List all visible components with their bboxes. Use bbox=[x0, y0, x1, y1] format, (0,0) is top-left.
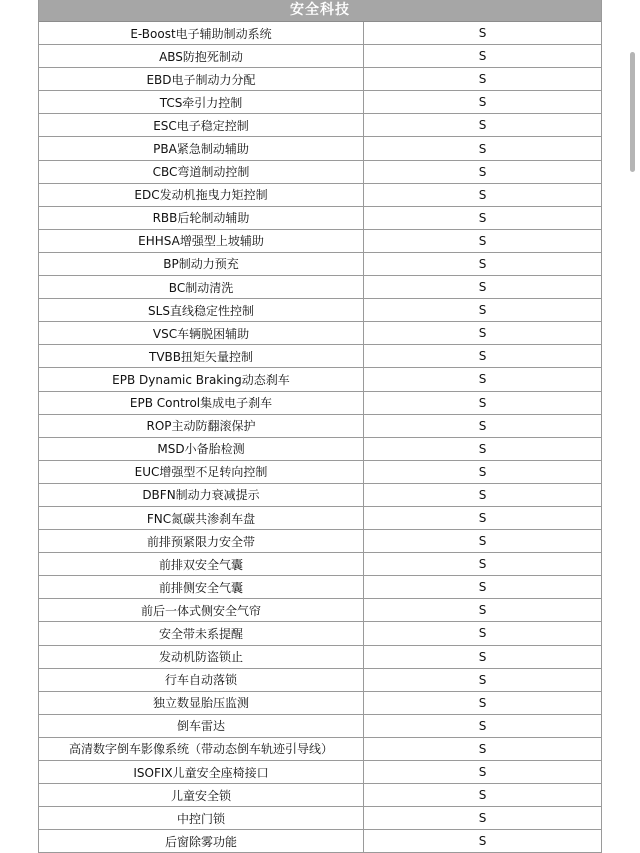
feature-value-cell: S bbox=[364, 691, 602, 714]
section-header: 安全科技 bbox=[39, 0, 601, 22]
feature-name-cell: EPB Dynamic Braking动态刹车 bbox=[39, 368, 364, 391]
feature-value-cell: S bbox=[364, 299, 602, 322]
feature-value-cell: S bbox=[364, 714, 602, 737]
table-row bbox=[39, 299, 601, 322]
table-row bbox=[39, 576, 601, 599]
feature-value-cell: S bbox=[364, 437, 602, 460]
feature-value-cell: S bbox=[364, 599, 602, 622]
feature-name-cell: ABS防抱死制动 bbox=[39, 45, 364, 68]
feature-value-cell: S bbox=[364, 483, 602, 506]
table-row bbox=[39, 437, 601, 460]
feature-name-cell: 前排侧安全气囊 bbox=[39, 576, 364, 599]
feature-value-cell: S bbox=[364, 645, 602, 668]
table-row bbox=[39, 345, 601, 368]
table-row bbox=[39, 599, 601, 622]
table-row bbox=[39, 114, 601, 137]
table-row bbox=[39, 691, 601, 714]
feature-name-cell: DBFN制动力衰减提示 bbox=[39, 483, 364, 506]
feature-name-cell: BP制动力预充 bbox=[39, 252, 364, 275]
table-row bbox=[39, 414, 601, 437]
feature-name-cell: CBC弯道制动控制 bbox=[39, 160, 364, 183]
feature-name-cell: EDC发动机拖曳力矩控制 bbox=[39, 183, 364, 206]
table-row bbox=[39, 368, 601, 391]
feature-value-cell: S bbox=[364, 737, 602, 760]
feature-value-cell: S bbox=[364, 252, 602, 275]
feature-value-cell: S bbox=[364, 414, 602, 437]
feature-name-cell: EHHSA增强型上坡辅助 bbox=[39, 229, 364, 252]
feature-name-cell: TVBB扭矩矢量控制 bbox=[39, 345, 364, 368]
table-row bbox=[39, 229, 601, 252]
feature-name-cell: BC制动清洗 bbox=[39, 276, 364, 299]
table-row bbox=[39, 22, 601, 45]
feature-value-cell: S bbox=[364, 229, 602, 252]
feature-name-cell: 安全带未系提醒 bbox=[39, 622, 364, 645]
feature-name-cell: EUC增强型不足转向控制 bbox=[39, 460, 364, 483]
table-row bbox=[39, 68, 601, 91]
feature-value-cell: S bbox=[364, 761, 602, 784]
table-row bbox=[39, 160, 601, 183]
feature-value-cell: S bbox=[364, 183, 602, 206]
feature-value-cell: S bbox=[364, 206, 602, 229]
feature-name-cell: ROP主动防翻滚保护 bbox=[39, 414, 364, 437]
feature-value-cell: S bbox=[364, 276, 602, 299]
feature-value-cell: S bbox=[364, 91, 602, 114]
table-row bbox=[39, 483, 601, 506]
table-row bbox=[39, 252, 601, 275]
feature-value-cell: S bbox=[364, 830, 602, 853]
feature-name-cell: 独立数显胎压监测 bbox=[39, 691, 364, 714]
table-row bbox=[39, 91, 601, 114]
feature-name-cell: SLS直线稳定性控制 bbox=[39, 299, 364, 322]
table-row bbox=[39, 391, 601, 414]
feature-value-cell: S bbox=[364, 114, 602, 137]
table-row bbox=[39, 622, 601, 645]
feature-value-cell: S bbox=[364, 553, 602, 576]
table-row bbox=[39, 784, 601, 807]
table-row bbox=[39, 761, 601, 784]
feature-value-cell: S bbox=[364, 68, 602, 91]
feature-name-cell: 前排双安全气囊 bbox=[39, 553, 364, 576]
feature-value-cell: S bbox=[364, 807, 602, 830]
table-row bbox=[39, 183, 601, 206]
feature-name-cell: 儿童安全锁 bbox=[39, 784, 364, 807]
table-row bbox=[39, 322, 601, 345]
table-row bbox=[39, 206, 601, 229]
feature-name-cell: 后窗除雾功能 bbox=[39, 830, 364, 853]
feature-name-cell: 中控门锁 bbox=[39, 807, 364, 830]
feature-name-cell: 高清数字倒车影像系统（带动态倒车轨迹引导线） bbox=[39, 737, 364, 760]
table-row bbox=[39, 737, 601, 760]
table-row bbox=[39, 645, 601, 668]
feature-name-cell: E-Boost电子辅助制动系统 bbox=[39, 22, 364, 45]
feature-value-cell: S bbox=[364, 22, 602, 45]
feature-name-cell: VSC车辆脱困辅助 bbox=[39, 322, 364, 345]
feature-name-cell: MSD小备胎检测 bbox=[39, 437, 364, 460]
feature-name-cell: ESC电子稳定控制 bbox=[39, 114, 364, 137]
table-row bbox=[39, 530, 601, 553]
feature-name-cell: EPB Control集成电子刹车 bbox=[39, 391, 364, 414]
feature-value-cell: S bbox=[364, 784, 602, 807]
table-row bbox=[39, 276, 601, 299]
table-row bbox=[39, 506, 601, 529]
feature-name-cell: 倒车雷达 bbox=[39, 714, 364, 737]
feature-value-cell: S bbox=[364, 530, 602, 553]
feature-name-cell: 发动机防盗锁止 bbox=[39, 645, 364, 668]
feature-value-cell: S bbox=[364, 506, 602, 529]
spec-table-container bbox=[38, 0, 602, 853]
feature-name-cell: RBB后轮制动辅助 bbox=[39, 206, 364, 229]
feature-value-cell: S bbox=[364, 160, 602, 183]
feature-name-cell: TCS牵引力控制 bbox=[39, 91, 364, 114]
feature-name-cell: EBD电子制动力分配 bbox=[39, 68, 364, 91]
feature-value-cell: S bbox=[364, 668, 602, 691]
feature-value-cell: S bbox=[364, 391, 602, 414]
table-row bbox=[39, 553, 601, 576]
table-row bbox=[39, 137, 601, 160]
table-row bbox=[39, 668, 601, 691]
feature-value-cell: S bbox=[364, 576, 602, 599]
table-row bbox=[39, 45, 601, 68]
table-row bbox=[39, 714, 601, 737]
feature-name-cell: 前排预紧限力安全带 bbox=[39, 530, 364, 553]
feature-value-cell: S bbox=[364, 345, 602, 368]
table-row bbox=[39, 460, 601, 483]
feature-name-cell: ISOFIX儿童安全座椅接口 bbox=[39, 761, 364, 784]
feature-value-cell: S bbox=[364, 137, 602, 160]
feature-value-cell: S bbox=[364, 322, 602, 345]
table-row bbox=[39, 830, 601, 853]
feature-value-cell: S bbox=[364, 460, 602, 483]
spec-table-body bbox=[39, 22, 601, 853]
feature-value-cell: S bbox=[364, 622, 602, 645]
vertical-scrollbar[interactable] bbox=[628, 0, 638, 852]
feature-name-cell: FNC氮碳共渗刹车盘 bbox=[39, 506, 364, 529]
spec-table bbox=[39, 22, 601, 853]
feature-name-cell: PBA紧急制动辅助 bbox=[39, 137, 364, 160]
feature-name-cell: 行车自动落锁 bbox=[39, 668, 364, 691]
feature-value-cell: S bbox=[364, 45, 602, 68]
table-row bbox=[39, 807, 601, 830]
scrollbar-thumb[interactable] bbox=[630, 52, 635, 172]
feature-name-cell: 前后一体式侧安全气帘 bbox=[39, 599, 364, 622]
feature-value-cell: S bbox=[364, 368, 602, 391]
